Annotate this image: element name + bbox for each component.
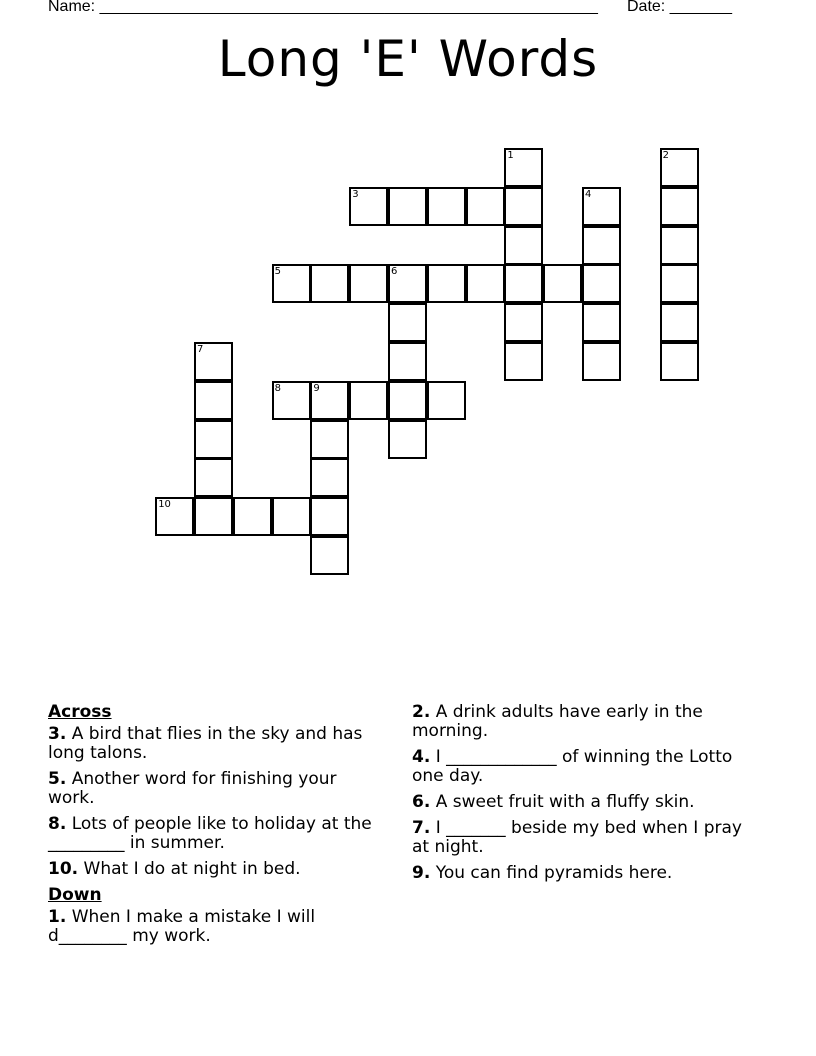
crossword-cell[interactable] [388,381,427,420]
crossword-cell[interactable] [194,497,233,536]
clue-item-text: A bird that flies in the sky and has long talons. [48,724,363,763]
crossword-cell[interactable] [349,381,388,420]
crossword-cell[interactable] [504,226,543,265]
crossword-cell[interactable] [504,264,543,303]
clue-item-number: 8. [48,814,67,834]
crossword-cell[interactable] [427,187,466,226]
clue-item-text: You can find pyramids here. [430,863,673,883]
crossword-cell[interactable] [660,187,699,226]
crossword-cell[interactable] [194,458,233,497]
crossword-cell[interactable] [660,264,699,303]
clues-right-column [412,703,762,890]
down-heading: Down [48,885,102,905]
clue-item [48,860,378,879]
clue-item-text: I _______ beside my bed when I pray at night. [412,818,742,857]
crossword-cell[interactable] [310,264,349,303]
crossword-cell[interactable] [582,342,621,381]
clue-item-text: Lots of people like to holiday at the _________ in summer. [48,814,372,853]
clue-item-text: A drink adults have early in the morning. [412,702,703,741]
crossword-cell[interactable] [194,420,233,459]
clue-item-text: When I make a mistake I will d________ my work. [48,907,316,946]
clue-number: 10 [158,499,171,511]
clue-number: 3 [352,188,359,200]
crossword-cell[interactable] [504,148,543,187]
date-field-label: Date: _______ [627,0,732,15]
clue-number: 8 [274,382,281,394]
clue-item [48,770,378,808]
crossword-cell[interactable] [582,303,621,342]
crossword-cell[interactable] [233,497,272,536]
crossword-cell[interactable] [504,187,543,226]
across-clue-list [48,725,378,879]
crossword-cell[interactable] [388,420,427,459]
crossword-cell[interactable] [466,264,505,303]
crossword-cell[interactable] [388,342,427,381]
down-clue-list-continued [412,703,762,883]
crossword-cell[interactable] [582,226,621,265]
crossword-cell[interactable] [660,226,699,265]
down-clue-list [48,908,378,946]
crossword-cell[interactable] [310,420,349,459]
across-heading: Across [48,702,112,722]
clue-item-number: 10. [48,859,79,879]
crossword-cell[interactable] [388,303,427,342]
crossword-cell[interactable] [388,264,427,303]
clue-item-number: 1. [48,907,67,927]
crossword-cell[interactable] [543,264,582,303]
clue-item [412,864,762,883]
crossword-cell[interactable] [272,264,311,303]
clue-item [412,748,762,786]
clue-item [412,793,762,812]
crossword-cell[interactable] [504,303,543,342]
crossword-cell[interactable] [427,264,466,303]
clues-left-column [48,703,378,953]
clue-number: 6 [391,266,398,278]
clue-item-number: 3. [48,724,67,744]
crossword-cell[interactable] [194,342,233,381]
crossword-cell[interactable] [310,381,349,420]
clue-number: 5 [274,266,281,278]
clue-item-text: What I do at night in bed. [78,859,301,879]
clue-item-number: 5. [48,769,67,789]
crossword-cell[interactable] [349,187,388,226]
crossword-cell[interactable] [660,148,699,187]
crossword-cell[interactable] [155,497,194,536]
crossword-cell[interactable] [310,497,349,536]
clue-number: 1 [507,150,514,161]
crossword-cell[interactable] [272,381,311,420]
crossword-cell[interactable] [582,187,621,226]
clue-item-number: 4. [412,747,431,767]
crossword-cell[interactable] [660,303,699,342]
clue-item [48,725,378,763]
clue-number: 9 [313,382,320,394]
clue-number: 7 [197,344,204,355]
clue-item [48,908,378,946]
crossword-cell[interactable] [310,536,349,575]
crossword-cell[interactable] [427,381,466,420]
clue-number: 4 [585,188,592,200]
clue-item-number: 9. [412,863,431,883]
crossword-cell[interactable] [388,187,427,226]
crossword-cell[interactable] [272,497,311,536]
clue-item [412,703,762,741]
clue-item-text: Another word for finishing your work. [48,769,337,808]
clue-number: 2 [662,150,669,161]
name-field-label: Name: ________________________________________________________ [48,0,598,15]
crossword-cell[interactable] [194,381,233,420]
crossword-cell[interactable] [466,187,505,226]
crossword-cell[interactable] [504,342,543,381]
clue-item [48,815,378,853]
clue-item-text: I _____________ of winning the Lotto one day. [412,747,733,786]
crossword-cell[interactable] [349,264,388,303]
page-title: Long 'E' Words [217,30,599,88]
clue-item-text: A sweet fruit with a fluffy skin. [430,792,695,812]
clue-item-number: 7. [412,818,431,838]
crossword-cell[interactable] [582,264,621,303]
crossword-cell[interactable] [660,342,699,381]
crossword-cell[interactable] [310,458,349,497]
clue-item [412,819,762,857]
clue-item-number: 2. [412,702,431,722]
clue-item-number: 6. [412,792,431,812]
